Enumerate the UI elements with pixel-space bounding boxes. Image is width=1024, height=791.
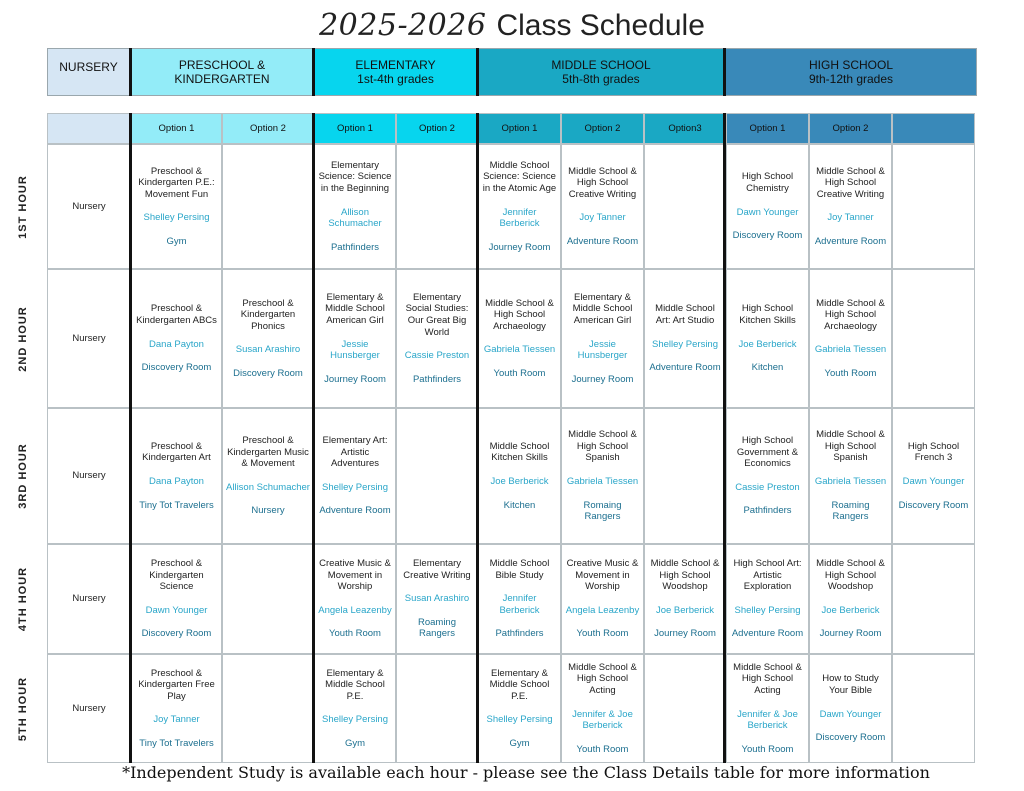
- nursery-cell: Nursery: [47, 408, 131, 544]
- class-room: Youth Room: [329, 628, 381, 640]
- class-teacher: Joy Tanner: [153, 714, 200, 726]
- class-cell: [809, 654, 892, 763]
- class-title: Middle School & High School Archaeology: [816, 297, 885, 332]
- class-room: Pathfinders: [412, 373, 462, 385]
- class-cell: [131, 544, 222, 654]
- class-room: Youth Room: [576, 628, 629, 640]
- empty-cell: [396, 654, 478, 763]
- option-header-option-2: Option 2: [222, 113, 314, 144]
- class-teacher: Dana Payton: [149, 476, 204, 487]
- division-grades: 1st-4th grades: [357, 72, 434, 86]
- class-teacher: Jennifer & Joe Berberick: [572, 708, 633, 732]
- class-room: Adventure Room: [814, 235, 887, 247]
- class-title: Middle School & High School Woodshop: [816, 558, 885, 593]
- class-teacher: Shelley Persing: [734, 604, 801, 616]
- class-title: Creative Music & Movement in Worship: [319, 558, 391, 593]
- class-teacher: Jessie Hunsberger: [330, 338, 380, 362]
- class-title: Middle School & High School Woodshop: [650, 558, 720, 593]
- class-teacher: Jessie Hunsberger: [577, 338, 628, 362]
- division-grades: 5th-8th grades: [562, 72, 640, 86]
- class-teacher: Joe Berberick: [738, 338, 797, 350]
- class-title: Middle School & High School Creative Writing: [816, 165, 885, 200]
- empty-cell: [644, 144, 726, 269]
- class-room: Adventure Room: [649, 362, 721, 374]
- class-cell: [314, 269, 396, 408]
- division-separator: [312, 48, 315, 96]
- class-teacher: Shelley Persing: [143, 212, 210, 224]
- nursery-cell: Nursery: [47, 269, 131, 408]
- division-separator: [312, 113, 315, 763]
- class-room: Journey Room: [654, 628, 716, 640]
- class-title: Elementary Creative Writing: [403, 558, 471, 581]
- class-title: High School French 3: [907, 440, 960, 464]
- class-room: Pathfinders: [743, 505, 792, 517]
- class-room: Discovery Room: [898, 499, 969, 511]
- class-teacher: Jennifer Berberick: [499, 206, 540, 230]
- class-title: Elementary Art: Artistic Adventures: [322, 435, 388, 470]
- class-room: Adventure Room: [319, 505, 391, 517]
- division-elementary: [314, 48, 477, 96]
- empty-cell: [892, 544, 975, 654]
- class-teacher: Cassie Preston: [404, 350, 470, 362]
- empty-cell: [222, 654, 314, 763]
- empty-cell: [644, 408, 726, 544]
- option-header-option-1: Option 1: [726, 113, 809, 144]
- class-room: Pathfinders: [330, 241, 380, 253]
- class-cell: [892, 408, 975, 544]
- class-cell: [396, 269, 478, 408]
- option-header-option-2: Option 2: [396, 113, 478, 144]
- class-cell: [561, 408, 644, 544]
- class-cell: [726, 269, 809, 408]
- division-name: HIGH SCHOOL: [808, 58, 893, 72]
- class-cell: [561, 269, 644, 408]
- class-teacher: Dawn Younger: [902, 476, 965, 487]
- class-room: Youth Room: [576, 743, 629, 755]
- class-title: Middle School Art: Art Studio: [655, 303, 715, 326]
- empty-cell: [892, 654, 975, 763]
- class-teacher: Cassie Preston: [735, 481, 800, 493]
- class-room: Gym: [166, 235, 187, 247]
- class-room: Journey Room: [819, 628, 882, 640]
- division-separator: [129, 113, 132, 763]
- class-room: Journey Room: [488, 241, 551, 253]
- class-title: Middle School Kitchen Skills: [489, 440, 550, 464]
- division-name: MIDDLE SCHOOL: [551, 58, 651, 72]
- class-cell: [131, 144, 222, 269]
- class-cell: [644, 544, 726, 654]
- hour-label: 1ST HOUR: [17, 174, 29, 239]
- class-teacher: Dawn Younger: [145, 604, 208, 616]
- class-title: How to Study Your Bible: [822, 673, 879, 696]
- empty-cell: [222, 544, 314, 654]
- option-header-option3: Option3: [644, 113, 726, 144]
- division-name: NURSERY: [59, 60, 118, 74]
- class-room: Pathfinders: [495, 628, 544, 640]
- footer-note: *Independent Study is available each hour - please see the Class Details table for more information: [122, 763, 930, 782]
- class-title: Elementary & Middle School American Girl: [572, 291, 633, 326]
- class-title: Middle School & High School Acting: [733, 661, 802, 696]
- class-cell: [131, 654, 222, 763]
- class-cell: [314, 408, 396, 544]
- class-teacher: Joe Berberick: [655, 604, 715, 616]
- hour-label: 5TH HOUR: [17, 676, 29, 741]
- class-teacher: Susan Arashiro: [235, 344, 301, 356]
- class-teacher: Gabriela Tiessen: [814, 344, 887, 356]
- class-title: High School Government & Economics: [736, 435, 799, 470]
- class-room: Discovery Room: [732, 230, 803, 242]
- class-cell: [726, 544, 809, 654]
- class-title: Middle School & High School Spanish: [816, 429, 885, 464]
- class-title: Preschool & Kindergarten Phonics: [240, 297, 296, 332]
- class-room: Adventure Room: [731, 628, 804, 640]
- class-title: Creative Music & Movement in Worship: [566, 558, 639, 593]
- option-header-blank: [47, 113, 131, 144]
- class-room: Tiny Tot Travelers: [139, 737, 214, 749]
- class-teacher: Allison Schumacher: [328, 206, 382, 230]
- class-cell: [478, 144, 561, 269]
- nursery-cell: Nursery: [47, 654, 131, 763]
- class-title: Middle School & High School Creative Writing: [568, 165, 637, 200]
- class-cell: [478, 544, 561, 654]
- class-teacher: Dana Payton: [149, 338, 204, 350]
- option-header-blank: [892, 113, 975, 144]
- division-separator: [723, 113, 726, 763]
- division-name: PRESCHOOL & KINDERGARTEN: [174, 58, 270, 86]
- class-teacher: Allison Schumacher: [226, 481, 310, 493]
- class-title: Middle School & High School Spanish: [568, 429, 637, 464]
- class-cell: [131, 408, 222, 544]
- division-middle-school: [478, 48, 724, 96]
- class-room: Discovery Room: [141, 362, 212, 374]
- class-teacher: Susan Arashiro: [404, 593, 470, 605]
- class-room: Kitchen: [751, 362, 784, 374]
- option-header-option-2: Option 2: [561, 113, 644, 144]
- class-teacher: Gabriela Tiessen: [814, 476, 887, 487]
- class-title: Preschool & Kindergarten Music & Movement: [227, 435, 309, 470]
- class-title: High School Art: Artistic Exploration: [733, 558, 802, 593]
- class-title: Preschool & Kindergarten Free Play: [138, 667, 215, 702]
- division-grades: 9th-12th grades: [808, 72, 894, 86]
- empty-cell: [396, 408, 478, 544]
- class-title: Elementary Social Studies: Our Great Big World: [405, 291, 469, 338]
- division-separator: [476, 48, 479, 96]
- class-room: Youth Room: [493, 367, 546, 379]
- nursery-cell: Nursery: [47, 144, 131, 269]
- division-separator: [723, 48, 726, 96]
- class-title: Preschool & Kindergarten P.E.: Movement Fun: [138, 165, 215, 200]
- empty-cell: [222, 144, 314, 269]
- class-cell: [314, 654, 396, 763]
- nursery-cell: Nursery: [47, 544, 131, 654]
- option-header-option-1: Option 1: [131, 113, 222, 144]
- class-teacher: Gabriela Tiessen: [483, 344, 556, 356]
- class-room: Journey Room: [571, 373, 634, 385]
- class-cell: [561, 144, 644, 269]
- class-teacher: Shelley Persing: [651, 338, 718, 350]
- class-cell: [314, 544, 396, 654]
- class-title: Preschool & Kindergarten ABCs: [136, 303, 217, 326]
- class-cell: [222, 269, 314, 408]
- title-year: 2025-2026: [319, 8, 487, 43]
- class-cell: [726, 408, 809, 544]
- class-room: Gym: [509, 737, 530, 749]
- hour-label: 3RD HOUR: [17, 443, 29, 509]
- class-title: Middle School Bible Study: [489, 558, 550, 581]
- class-teacher: Joy Tanner: [579, 212, 626, 224]
- class-teacher: Jennifer Berberick: [499, 593, 540, 616]
- class-teacher: Shelley Persing: [321, 481, 388, 493]
- class-cell: [561, 544, 644, 654]
- class-cell: [314, 144, 396, 269]
- class-cell: [726, 144, 809, 269]
- class-room: Nursery: [251, 505, 285, 517]
- class-room: Youth Room: [741, 743, 794, 755]
- class-cell: [478, 654, 561, 763]
- division-name: ELEMENTARY: [355, 58, 436, 72]
- class-cell: [561, 654, 644, 763]
- class-room: Roaming Rangers: [417, 616, 457, 640]
- class-teacher: Joe Berberick: [821, 604, 880, 616]
- class-cell: [726, 654, 809, 763]
- class-title: Elementary & Middle School P.E.: [489, 667, 550, 702]
- class-room: Youth Room: [824, 367, 877, 379]
- division-preschool-kindergarten: [131, 48, 313, 96]
- class-room: Adventure Room: [566, 235, 639, 247]
- empty-cell: [892, 269, 975, 408]
- empty-cell: [396, 144, 478, 269]
- class-cell: [809, 144, 892, 269]
- hour-label: 2ND HOUR: [17, 305, 29, 372]
- class-cell: [478, 408, 561, 544]
- class-teacher: Dawn Younger: [819, 708, 882, 720]
- class-teacher: Dawn Younger: [736, 206, 799, 218]
- class-title: Middle School & High School Archaeology: [485, 297, 554, 332]
- class-cell: [644, 269, 726, 408]
- class-cell: [131, 269, 222, 408]
- class-cell: [396, 544, 478, 654]
- class-title: High School Chemistry: [741, 171, 794, 194]
- class-room: Romaing Rangers: [583, 499, 622, 523]
- class-title: Elementary Science: Science in the Beginning: [318, 159, 392, 194]
- option-header-option-2: Option 2: [809, 113, 892, 144]
- empty-cell: [644, 654, 726, 763]
- class-title: Preschool & Kindergarten Science: [149, 558, 204, 593]
- class-room: Journey Room: [324, 373, 386, 385]
- class-teacher: Angela Leazenby: [318, 604, 392, 616]
- class-room: Discovery Room: [233, 367, 303, 379]
- division-nursery: [47, 48, 130, 96]
- schedule-title: [0, 4, 1024, 48]
- class-cell: [809, 408, 892, 544]
- hour-label: 4TH HOUR: [17, 566, 29, 632]
- option-header-option-1: Option 1: [314, 113, 396, 144]
- class-cell: [222, 408, 314, 544]
- class-room: Discovery Room: [141, 628, 212, 640]
- class-teacher: Joe Berberick: [490, 476, 549, 487]
- class-room: Roaming Rangers: [831, 499, 870, 523]
- class-room: Discovery Room: [815, 732, 886, 744]
- class-cell: [809, 544, 892, 654]
- class-title: Preschool & Kindergarten Art: [142, 440, 211, 464]
- class-room: Kitchen: [503, 499, 536, 511]
- class-teacher: Shelley Persing: [486, 714, 553, 726]
- class-title: Elementary & Middle School American Girl: [325, 291, 385, 326]
- division-separator: [129, 48, 132, 96]
- class-teacher: Shelley Persing: [321, 714, 388, 726]
- class-title: Middle School Science: Science in the Atomic Age: [482, 159, 557, 194]
- class-title: Elementary & Middle School P.E.: [325, 667, 385, 702]
- class-title: High School Kitchen Skills: [739, 303, 796, 326]
- class-title: Middle School & High School Acting: [568, 661, 637, 696]
- class-teacher: Gabriela Tiessen: [566, 476, 639, 487]
- class-teacher: Angela Leazenby: [565, 604, 640, 616]
- title-text: Class Schedule: [496, 9, 705, 42]
- class-teacher: Joy Tanner: [827, 212, 874, 224]
- class-room: Tiny Tot Travelers: [139, 499, 214, 511]
- class-cell: [809, 269, 892, 408]
- class-cell: [478, 269, 561, 408]
- empty-cell: [892, 144, 975, 269]
- class-room: Gym: [344, 737, 366, 749]
- class-teacher: Jennifer & Joe Berberick: [737, 708, 798, 732]
- option-header-option-1: Option 1: [478, 113, 561, 144]
- division-high-school: [725, 48, 977, 96]
- division-separator: [476, 113, 479, 763]
